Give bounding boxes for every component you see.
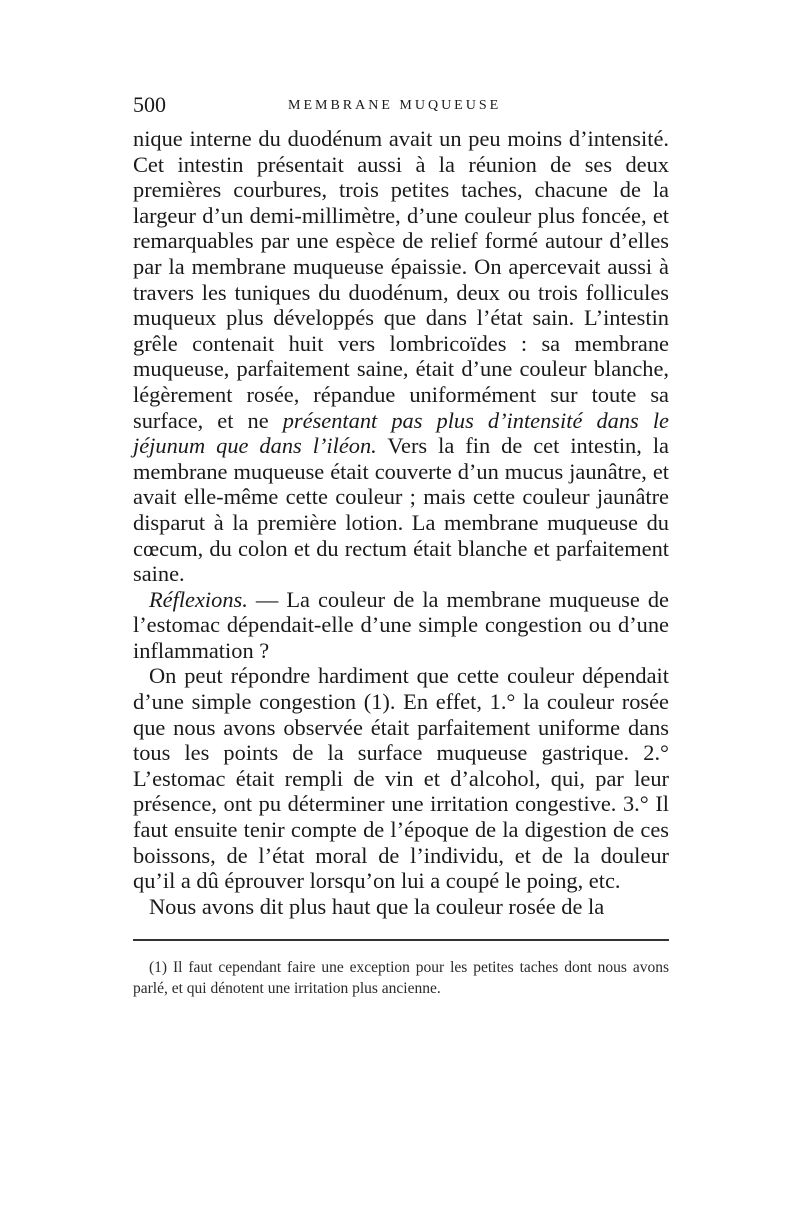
body-text: [133, 126, 669, 919]
text-segment: On peut répondre hardiment que cette couleur dépendait d’une simple congestion (1). En effet, 1.° la couleur rosée que nous avons observée était parfaitement uniforme dans tous les points de la surface muqueuse gastrique. 2.° L’estomac était rempli de vin et d’alcohol, qui, par leur présence, ont pu déterminer une irritation congestive. 3.° Il faut ensuite tenir compte de l’époque de la digestion de ces boissons, de l’état moral de l’individu, et de la douleur qu’il a dû éprouver lorsqu’on lui a coupé le poing, etc.: [133, 663, 669, 894]
paragraph-continuation: [133, 126, 669, 587]
text-segment: Nous avons dit plus haut que la couleur rosée de la: [149, 893, 605, 919]
paragraph-reflexions: [133, 587, 669, 664]
italic-segment: Réflexions.: [149, 586, 248, 612]
running-title: MEMBRANE MUQUEUSE: [288, 98, 502, 113]
text-segment: Vers la fin de cet intestin, la membrane muqueuse était couverte d’un mucus jaunâtre, et avait elle-même cette couleur ; mais cette couleur jaunâtre disparut à la première lotion. La membrane muqueuse du cœcum, du colon et du rectum était blanche et parfaitement saine.: [133, 433, 669, 587]
footnote-divider: [133, 939, 669, 941]
page-number: 500: [133, 92, 166, 117]
text-segment: — La couleur de la membrane muqueuse de l’estomac dépendait-elle d’une simple congestion ou d’une inflammation ?: [133, 586, 669, 663]
footnote: (1) Il faut cependant faire une exception pour les petites taches dont nous avons parlé, et qui dénotent une irritation plus ancienne.: [133, 959, 669, 998]
page-header: [133, 92, 669, 122]
paragraph-final: [133, 894, 669, 920]
text-segment: nique interne du duodénum avait un peu moins d’intensité. Cet intestin présentait aussi à la réunion de ses deux premières courbures, trois petites taches, chacune de la largeur d’un demi-millimètre, d’une couleur plus foncée, et remarquables par une espèce de relief formé autour d’elles par la membrane muqueuse épaissie. On apercevait aussi à travers les tuniques du duodénum, deux ou trois follicules muqueux plus développés que dans l’état sain. L’intestin grêle contenait huit vers lombricoïdes : sa membrane muqueuse, parfaitement saine, était d’une couleur blanche, légèrement rosée, répandue uniformément sur toute sa surface, et ne: [133, 126, 669, 433]
book-page: [133, 92, 669, 999]
paragraph-answer: [133, 663, 669, 893]
italic-segment: présentant pas plus d’intensité dans le jéjunum que dans l’iléon.: [133, 407, 669, 459]
